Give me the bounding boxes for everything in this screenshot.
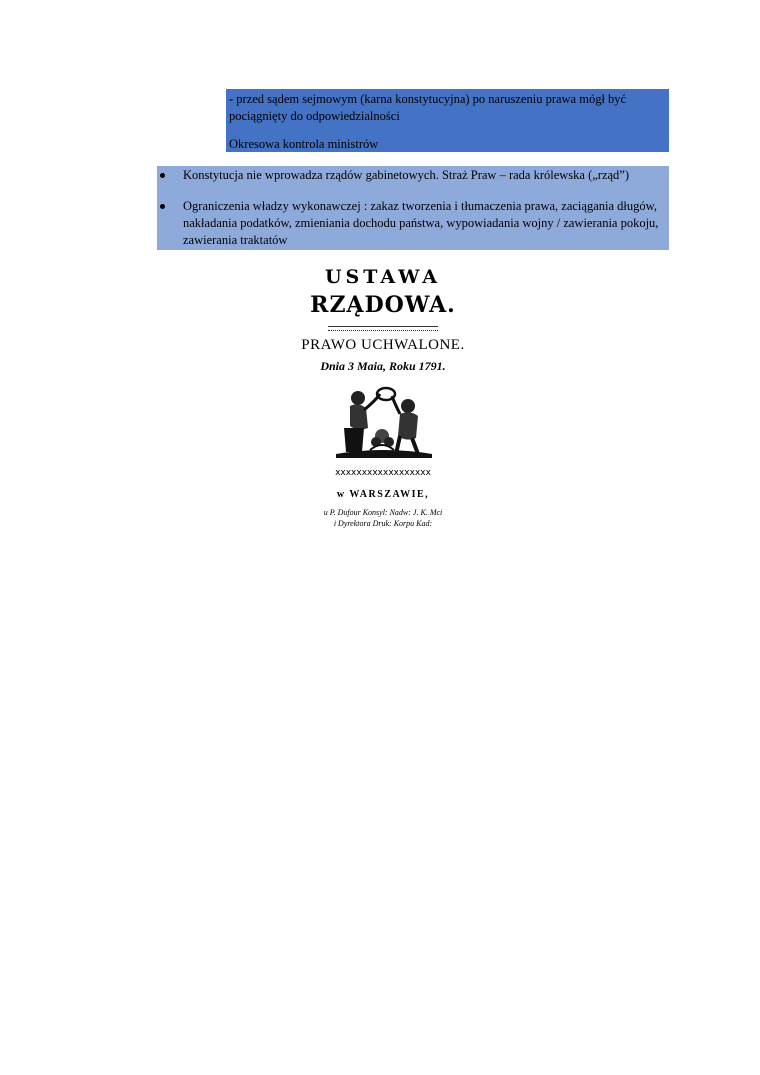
- paragraph-court-responsibility: - przed sądem sejmowym (karna konstytucyjna) po naruszeniu prawa mógł być pociągnięty do odpowiedzialności: [229, 92, 627, 123]
- title-page-heading-1: USTAWA: [324, 266, 442, 288]
- ornament-row: xxxxxxxxxxxxxxxxxx: [335, 468, 431, 478]
- highlighted-paragraph-block: [226, 89, 669, 152]
- title-page-printer: [298, 507, 468, 529]
- title-page-place: w WARSZAWIE,: [336, 489, 430, 500]
- title-page-subtitle: PRAWO UCHWALONE.: [301, 337, 465, 353]
- list-item-text: Ograniczenia władzy wykonawczej : zakaz tworzenia i tłumaczenia prawa, zaciągania długów, nakładania podatków, zmieniania dochodu państwa, wypowiadania wojny / zawierania pokoju, zawierania traktatów: [183, 199, 659, 247]
- cherubs-vignette-icon: [334, 384, 434, 462]
- bullet-icon: [160, 204, 165, 209]
- list-item-text: Konstytucja nie wprowadza rządów gabinetowych. Straż Praw – rada królewska („rząd”): [183, 168, 630, 182]
- bullet-list: [157, 166, 669, 250]
- title-page-heading-2: RZĄDOWA.: [310, 292, 456, 318]
- bullet-icon: [160, 173, 165, 178]
- title-page-date: Dnia 3 Maia, Roku 1791.: [320, 359, 446, 373]
- ornamental-rule: [328, 326, 438, 331]
- printer-line-1: u P. Dufour Konsyl: Nadw: J. K. Mci: [323, 508, 443, 517]
- constitution-title-page-image: [298, 262, 468, 534]
- paragraph-minister-control: Okresowa kontrola ministrów: [229, 137, 379, 151]
- printer-line-2: i Dyrektora Druk: Korpu Kad:: [333, 519, 433, 528]
